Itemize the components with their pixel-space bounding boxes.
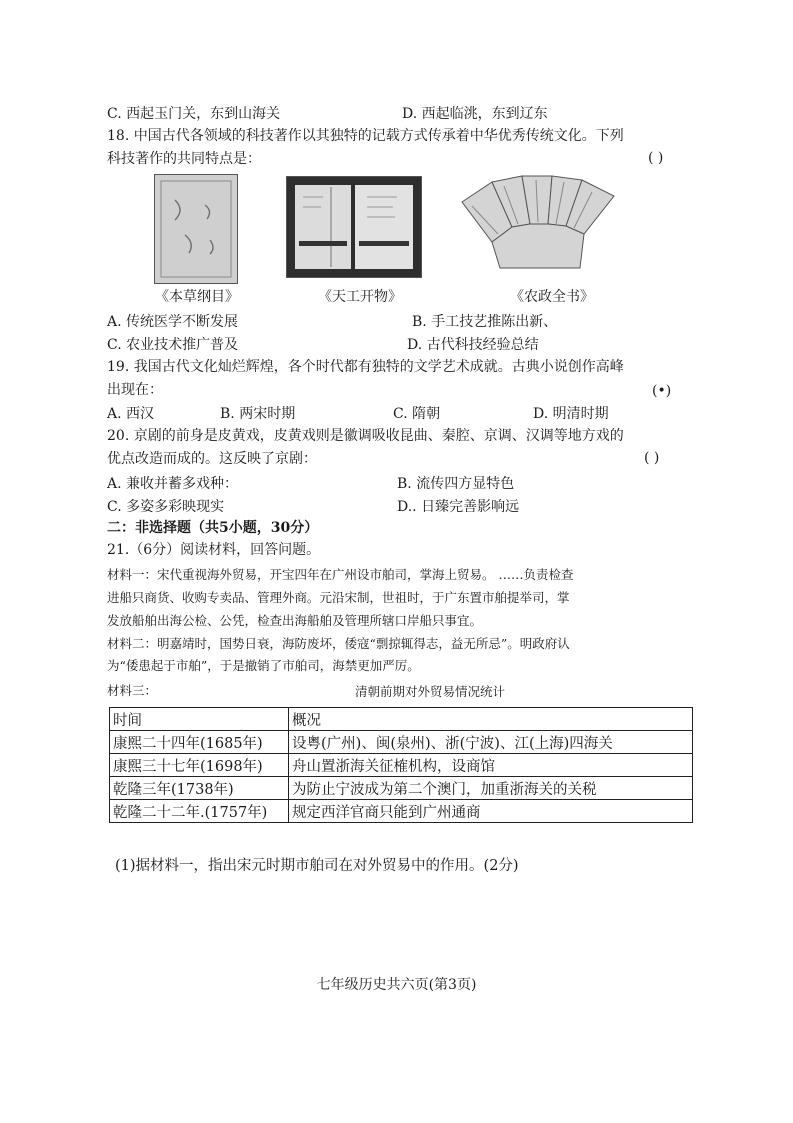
section2-title: 二：非选择题（共5小题，30分） <box>107 520 319 536</box>
q19-option-c: C. 隋朝 <box>393 406 441 422</box>
table-cell-overview: 规定西洋官商只能到广州通商 <box>289 800 693 823</box>
q17-option-d: D. 西起临洮，东到辽东 <box>402 106 548 122</box>
q17-option-c: C. 西起玉门关，东到山海关 <box>107 106 281 122</box>
table-title: 清朝前期对外贸易情况统计 <box>355 684 506 699</box>
table-cell-time: 乾隆三年(1738年) <box>110 777 289 800</box>
q20-option-a: A. 兼收并蓄多戏种： <box>107 476 239 492</box>
q21-subquestion-1: (1)据材料一，指出宋元时期市舶司在对外贸易中的作用。(2分) <box>115 858 519 874</box>
page-footer: 七年级历史共六页(第3页) <box>316 977 477 993</box>
q20-answer-bracket: ( ) <box>644 450 660 466</box>
caption-tiangong-kaiwu: 《天工开物》 <box>318 289 402 305</box>
table-header-overview: 概况 <box>289 708 693 731</box>
table-cell-time: 康熙三十七年(1698年) <box>110 754 289 777</box>
q20-option-d: D.. 日臻完善影响远 <box>397 499 520 515</box>
table-row <box>110 731 693 754</box>
q18-option-b: B. 手工技艺推陈出新、 <box>412 314 558 330</box>
material1-line1: 材料一：宋代重视海外贸易，开宝四年在广州设市舶司，掌海上贸易。 ……负责检查 <box>107 567 574 582</box>
tiangong-kaiwu-image <box>286 176 422 278</box>
q20-stem-line2: 优点改造而成的。这反映了京剧： <box>107 451 317 467</box>
q19-stem-line1: 19. 我国古代文化灿烂辉煌，各个时代都有独特的文学艺术成就。古典小说创作高峰 <box>107 359 624 375</box>
q19-option-d: D. 明清时期 <box>533 406 609 422</box>
table-cell-time: 乾隆二十二年.(1757年) <box>110 800 289 823</box>
q19-stem-line2: 出现在： <box>107 382 163 398</box>
q20-stem-line1: 20. 京剧的前身是皮黄戏，皮黄戏则是徽调吸收昆曲、秦腔、京调、汉调等地方戏的 <box>107 428 624 444</box>
trade-statistics-table <box>109 707 693 823</box>
material2-line1: 材料二：明嘉靖时，国势日衰，海防废坏，倭寇“剽掠辄得志，益无所忌”。明政府认 <box>107 636 570 651</box>
q18-option-c: C. 农业技术推广普及 <box>107 337 239 353</box>
q18-answer-bracket: ( ) <box>648 150 664 166</box>
q18-option-d: D. 古代科技经验总结 <box>407 337 539 353</box>
material1-line2: 进船只商货、收购专卖品、管理外商。元沿宋制，世祖时，于广东置市舶提举司，掌 <box>107 590 570 605</box>
q20-option-c: C. 多姿多彩映现实 <box>107 499 225 515</box>
table-row <box>110 777 693 800</box>
table-header-row <box>110 708 693 731</box>
q19-option-b: B. 两宋时期 <box>220 406 296 422</box>
material3-label: 材料三： <box>107 683 158 698</box>
caption-bencao-gangmu: 《本草纲目》 <box>155 289 239 305</box>
table-row <box>110 800 693 823</box>
table-cell-overview: 舟山置浙海关征榷机构，设商馆 <box>289 754 693 777</box>
table-header-time: 时间 <box>110 708 289 731</box>
material2-line2: 为“倭患起于市舶”，于是撤销了市舶司，海禁更加严厉。 <box>107 658 420 673</box>
caption-nongzheng-quanshu: 《农政全书》 <box>510 289 594 305</box>
table-cell-overview: 设粤(广州)、闽(泉州)、浙(宁波)、江(上海)四海关 <box>289 731 693 754</box>
q20-option-b: B. 流传四方显特色 <box>397 476 515 492</box>
table-row <box>110 754 693 777</box>
nongzheng-quanshu-image <box>452 172 628 274</box>
q21-stem: 21.（6分）阅读材料，回答问题。 <box>107 542 321 558</box>
material1-line3: 发放船舶出海公检、公凭，检查出海船舶及管理所辖口岸船只事宜。 <box>107 613 483 628</box>
bencao-gangmu-image <box>154 174 238 284</box>
q19-answer-bracket: (•) <box>652 383 672 399</box>
q18-stem-line2: 科技著作的共同特点是： <box>107 151 261 167</box>
q18-option-a: A. 传统医学不断发展 <box>107 314 239 330</box>
q19-option-a: A. 西汉 <box>107 406 155 422</box>
table-cell-overview: 为防止宁波成为第二个澳门，加重浙海关的关税 <box>289 777 693 800</box>
table-cell-time: 康熙二十四年(1685年) <box>110 731 289 754</box>
q18-stem-line1: 18. 中国古代各领域的科技著作以其独特的记载方式传承着中华优秀传统文化。下列 <box>107 128 624 144</box>
